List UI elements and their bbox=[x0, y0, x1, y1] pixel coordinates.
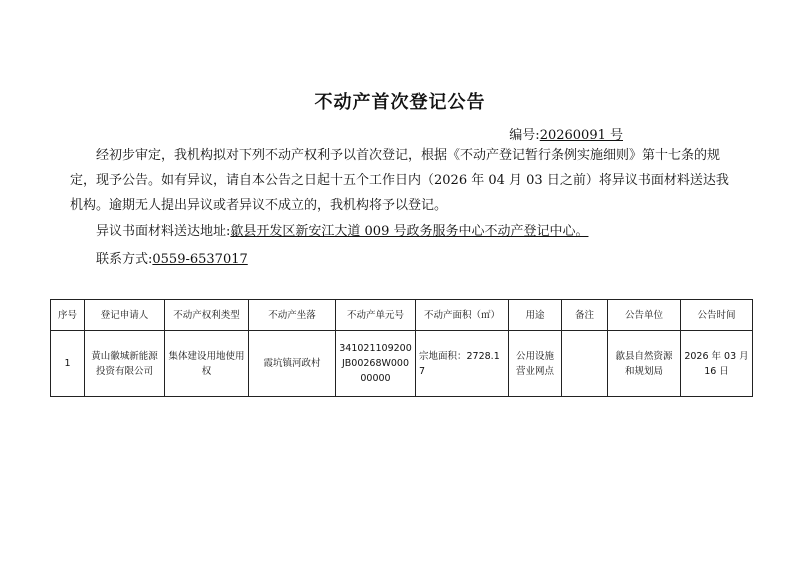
announcement-number bbox=[509, 124, 623, 143]
header-cell: 备注 bbox=[562, 300, 608, 331]
header-cell: 不动产坐落 bbox=[249, 300, 336, 331]
contact-value: 0559-6537017 bbox=[152, 252, 248, 267]
number-value: 20260091 号 bbox=[539, 128, 623, 143]
table-header-row bbox=[51, 300, 753, 331]
cell-unit: 歙县自然资源和规划局 bbox=[608, 331, 681, 397]
header-cell: 公告时间 bbox=[681, 300, 753, 331]
contact-label: 联系方式: bbox=[96, 252, 153, 267]
cell-unit-no: 341021109200JB00268W00000000 bbox=[336, 331, 416, 397]
cell-date: 2026 年 03 月 16 日 bbox=[681, 331, 753, 397]
header-cell: 用途 bbox=[509, 300, 562, 331]
cell-applicant: 黄山徽城新能源投资有限公司 bbox=[85, 331, 165, 397]
objection-address bbox=[96, 220, 588, 239]
cell-location: 霞坑镇河政村 bbox=[249, 331, 336, 397]
header-cell: 登记申请人 bbox=[85, 300, 165, 331]
header-cell: 不动产权利类型 bbox=[165, 300, 249, 331]
header-cell: 公告单位 bbox=[608, 300, 681, 331]
contact-info bbox=[96, 248, 248, 267]
header-cell: 序号 bbox=[51, 300, 85, 331]
page-title: 不动产首次登记公告 bbox=[314, 92, 486, 113]
registration-table bbox=[50, 299, 753, 397]
cell-right-type: 集体建设用地使用权 bbox=[165, 331, 249, 397]
cell-area: 宗地面积：2728.17 bbox=[416, 331, 509, 397]
cell-remark bbox=[562, 331, 608, 397]
number-label: 编号: bbox=[509, 128, 540, 143]
cell-index: 1 bbox=[51, 331, 85, 397]
address-value: 歙县开发区新安江大道 009 号政务服务中心不动产登记中心。 bbox=[230, 224, 589, 239]
announcement-body: 经初步审定，我机构拟对下列不动产权利予以首次登记，根据《不动产登记暂行条例实施细则》第十七条的规定，现予公告。如有异议，请自本公告之日起十五个工作日内（2026 年 04 月 03 日之前）将异议书面材料送达我机构。逾期无人提出异议或者异议不成立的，我机构将予以登记。 bbox=[70, 148, 729, 213]
header-cell: 不动产面积（㎡） bbox=[416, 300, 509, 331]
table-row bbox=[51, 331, 753, 397]
address-label: 异议书面材料送达地址: bbox=[96, 224, 231, 239]
cell-usage: 公用设施营业网点 bbox=[509, 331, 562, 397]
header-cell: 不动产单元号 bbox=[336, 300, 416, 331]
